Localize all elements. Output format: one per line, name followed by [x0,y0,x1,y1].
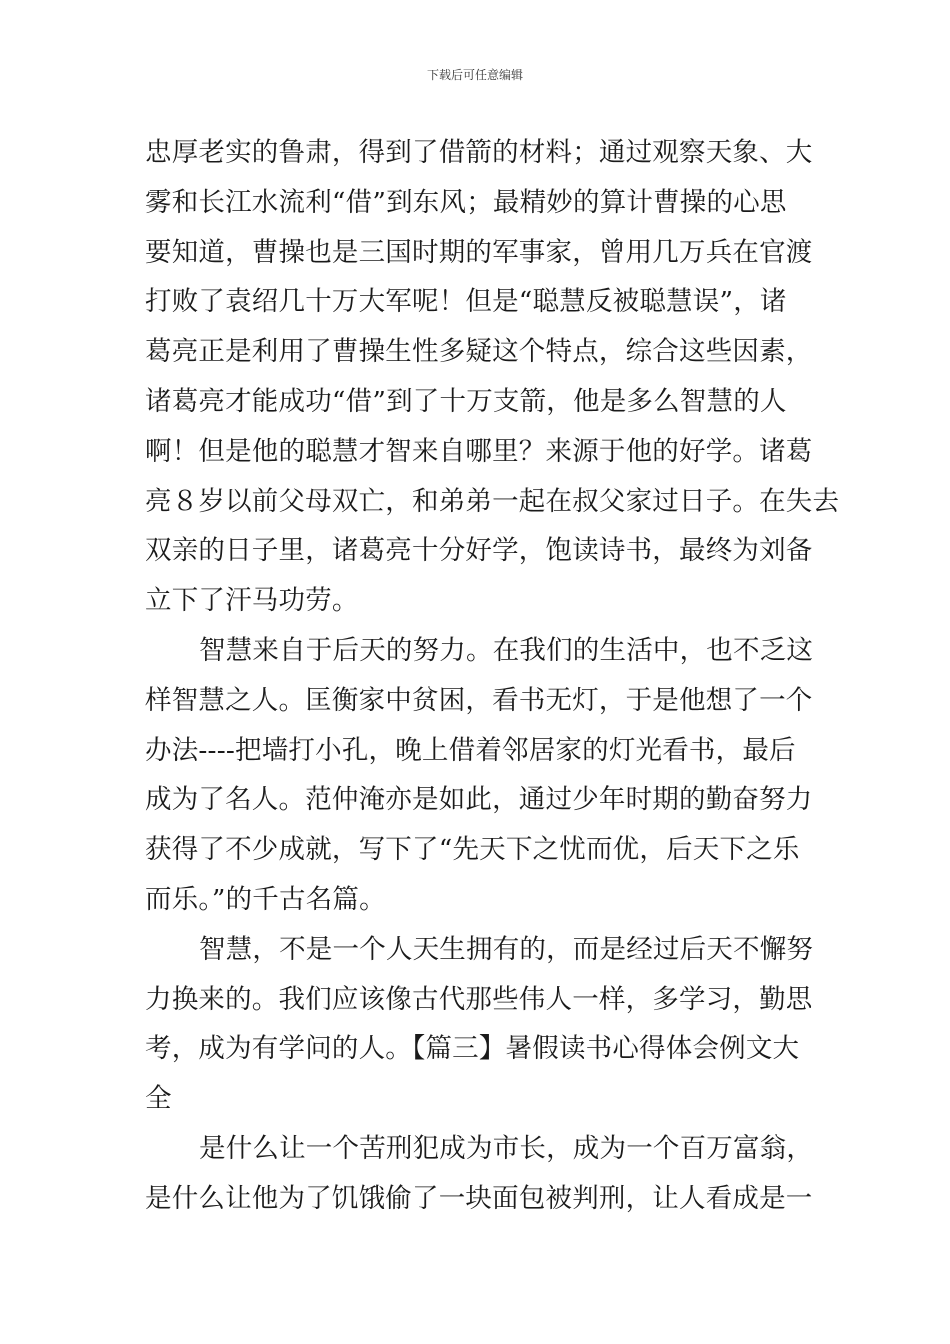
text-line: 双亲的日子里，诸葛亮十分好学，饱读诗书，最终为刘备 [145,535,813,567]
text-line: 立下了汗马功劳。 [145,585,359,617]
text-line: 葛亮正是利用了曹操生性多疑这个特点，综合这些因素， [145,336,813,368]
text-line: 忠厚老实的鲁肃，得到了借箭的材料；通过观察天象、大 [145,137,813,168]
text-line: 力换来的。我们应该像古代那些伟人一样，多学习，勤思 [145,983,813,1015]
text-line: 亮８岁以前父母双亡，和弟弟一起在叔父家过日子。在失去 [145,485,840,517]
text-line: 是什么让一个苦刑犯成为市长，成为一个百万富翁， [199,1132,814,1164]
text-line: 成为了名人。范仲淹亦是如此，通过少年时期的勤奋努力 [145,784,813,816]
text-line: 全 [145,1083,172,1115]
text-line: 办法----把墙打小孔，晚上借着邻居家的灯光看书，最后 [145,734,796,766]
text-line: 智慧来自于后天的努力。在我们的生活中，也不乏这 [199,634,814,666]
page-header: 下载后可任意编辑 [426,68,523,82]
text-line: 考，成为有学问的人。【篇三】暑假读书心得体会例文大 [145,1033,800,1065]
text-line: 诸葛亮才能成功“借”到了十万支箭，他是多么智慧的人 [145,385,787,417]
text-line: 样智慧之人。匡衡家中贫困，看书无灯，于是他想了一个 [145,684,813,716]
body-text [145,128,840,1224]
text-line: 而乐。”的千古名篇。 [145,883,386,915]
text-line: 雾和长江水流利“借”到东风；最精妙的算计曹操的心思 [145,186,787,218]
text-line: 啊！但是他的聪慧才智来自哪里？来源于他的好学。诸葛 [145,435,813,467]
text-line: 智慧，不是一个人天生拥有的，而是经过后天不懈努 [199,933,814,965]
text-line: 获得了不少成就，写下了“先天下之忧而优，后天下之乐 [145,834,800,866]
text-line: 打败了袁绍几十万大军呢！但是“聪慧反被聪慧误”，诸 [145,286,787,318]
text-line: 要知道，曹操也是三国时期的军事家，曾用几万兵在官渡 [145,236,813,268]
text-line: 是什么让他为了饥饿偷了一块面包被判刑，让人看成是一 [145,1182,813,1214]
